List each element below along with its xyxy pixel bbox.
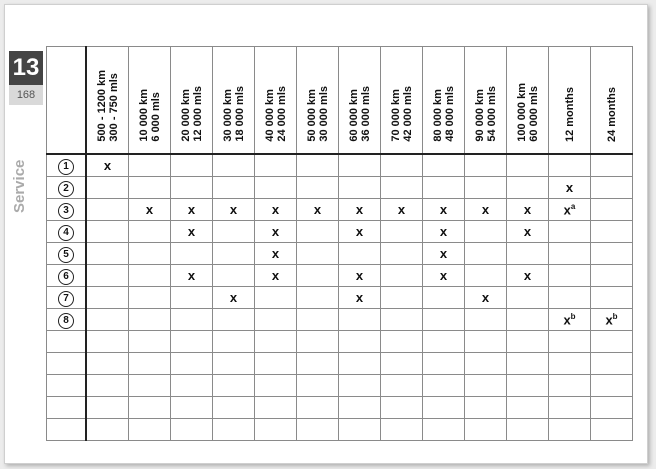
schedule-cell: [213, 397, 255, 419]
schedule-cell: [86, 199, 129, 221]
schedule-cell: [339, 397, 381, 419]
column-mls-label: 300 - 750 mls: [107, 73, 120, 142]
column-mls-label: 30 000 mls: [317, 86, 330, 142]
row-id-cell: [47, 287, 87, 309]
schedule-cell: [213, 419, 255, 441]
schedule-cell: [213, 177, 255, 199]
check-mark: x: [439, 202, 448, 217]
schedule-cell: [297, 287, 339, 309]
schedule-cell: [591, 353, 633, 375]
check-mark: x: [229, 290, 238, 305]
schedule-cell: [339, 154, 381, 177]
schedule-cell: [297, 243, 339, 265]
schedule-cell: [171, 375, 213, 397]
schedule-cell: [549, 375, 591, 397]
schedule-cell: [297, 331, 339, 353]
schedule-cell: [381, 243, 423, 265]
schedule-cell: [171, 331, 213, 353]
schedule-cell: [465, 331, 507, 353]
schedule-cell: [213, 287, 255, 309]
schedule-cell: [129, 375, 171, 397]
schedule-cell: [255, 309, 297, 331]
table-header-row: [47, 47, 633, 155]
row-id-cell: [47, 154, 87, 177]
schedule-cell: [129, 397, 171, 419]
column-header: [129, 47, 171, 155]
table-row: [47, 353, 633, 375]
schedule-cell: [549, 287, 591, 309]
schedule-cell: [339, 265, 381, 287]
schedule-cell: [381, 309, 423, 331]
schedule-cell: [171, 353, 213, 375]
check-mark: x: [355, 224, 364, 239]
schedule-cell: [297, 419, 339, 441]
schedule-cell: [255, 353, 297, 375]
header-corner-cell: [47, 47, 87, 155]
schedule-cell: [507, 309, 549, 331]
check-mark: x: [397, 202, 406, 217]
schedule-cell: [423, 287, 465, 309]
schedule-cell: [423, 419, 465, 441]
schedule-cell: [129, 353, 171, 375]
column-km-label: 500 - 1200 km: [95, 70, 108, 142]
schedule-cell: [591, 243, 633, 265]
row-id-cell: [47, 331, 87, 353]
row-number-circle: 8: [58, 313, 74, 329]
check-mark: x: [439, 268, 448, 283]
check-mark: x: [439, 246, 448, 261]
schedule-cell: [255, 154, 297, 177]
check-mark: x: [563, 202, 571, 218]
column-mls-label: 6 000 mls: [149, 92, 162, 142]
check-mark: x: [271, 268, 280, 283]
column-header-label: [564, 87, 576, 148]
schedule-cell: [465, 243, 507, 265]
table-row: [47, 419, 633, 441]
schedule-cell: [86, 243, 129, 265]
schedule-cell: [507, 353, 549, 375]
column-header: [381, 47, 423, 155]
schedule-cell: [507, 331, 549, 353]
schedule-cell: [297, 199, 339, 221]
column-km-label: 20 000 km: [179, 89, 192, 142]
footnote-marker: a: [570, 201, 576, 211]
table-row: [47, 243, 633, 265]
schedule-cell: [381, 154, 423, 177]
footnote-marker: b: [612, 311, 618, 321]
schedule-cell: [591, 287, 633, 309]
schedule-cell: [591, 199, 633, 221]
schedule-cell: [255, 265, 297, 287]
schedule-cell: [591, 154, 633, 177]
schedule-cell: [507, 199, 549, 221]
column-km-label: 10 000 km: [137, 89, 150, 142]
schedule-cell: [465, 375, 507, 397]
row-number-circle: 2: [58, 181, 74, 197]
schedule-cell: [591, 375, 633, 397]
schedule-cell: [255, 221, 297, 243]
check-mark: x: [565, 180, 574, 195]
schedule-cell: [423, 243, 465, 265]
schedule-cell: [129, 331, 171, 353]
schedule-cell: [86, 177, 129, 199]
schedule-cell: [339, 287, 381, 309]
check-mark: x: [187, 202, 196, 217]
column-km-label: 40 000 km: [263, 89, 276, 142]
schedule-cell: [171, 287, 213, 309]
schedule-cell: [381, 331, 423, 353]
schedule-cell: [465, 199, 507, 221]
section-title: Service: [11, 159, 28, 213]
row-id-cell: [47, 199, 87, 221]
schedule-cell: [86, 419, 129, 441]
schedule-cell: [339, 331, 381, 353]
column-mls-label: 54 000 mls: [485, 86, 498, 142]
schedule-cell: [339, 199, 381, 221]
column-mls-label: 36 000 mls: [359, 86, 372, 142]
row-number-circle: 3: [58, 203, 74, 219]
schedule-cell: [255, 243, 297, 265]
schedule-cell: [297, 221, 339, 243]
column-header-label: [222, 86, 246, 148]
row-number-circle: 1: [58, 159, 74, 175]
table-row: [47, 375, 633, 397]
schedule-cell: [423, 353, 465, 375]
schedule-cell: [129, 419, 171, 441]
schedule-cell: [255, 177, 297, 199]
schedule-cell: [549, 309, 591, 331]
row-number-circle: 5: [58, 247, 74, 263]
check-mark: x: [439, 224, 448, 239]
schedule-cell: [423, 177, 465, 199]
schedule-cell: [129, 309, 171, 331]
schedule-cell: [213, 221, 255, 243]
schedule-cell: [86, 375, 129, 397]
check-mark: x: [271, 224, 280, 239]
table-row: [47, 397, 633, 419]
row-id-cell: [47, 309, 87, 331]
row-id-cell: [47, 221, 87, 243]
schedule-cell: [171, 243, 213, 265]
schedule-cell: [171, 265, 213, 287]
schedule-cell: [549, 243, 591, 265]
schedule-cell: [381, 265, 423, 287]
schedule-cell: [255, 397, 297, 419]
schedule-cell: [381, 375, 423, 397]
check-mark: x: [481, 202, 490, 217]
column-km-label: 60 000 km: [347, 89, 360, 142]
schedule-cell: [255, 375, 297, 397]
schedule-cell: [213, 243, 255, 265]
schedule-cell: [297, 265, 339, 287]
schedule-cell: [86, 265, 129, 287]
column-header-label: [606, 87, 618, 148]
schedule-cell: [171, 221, 213, 243]
check-mark: x: [523, 202, 532, 217]
table-row: [47, 287, 633, 309]
column-mls-label: 12 000 mls: [191, 86, 204, 142]
schedule-cell: [129, 243, 171, 265]
footnote-marker: b: [570, 311, 576, 321]
chapter-number: 13: [9, 51, 43, 85]
column-header-label: [348, 86, 372, 148]
schedule-cell: [255, 331, 297, 353]
schedule-cell: [129, 177, 171, 199]
column-mls-label: 48 000 mls: [443, 86, 456, 142]
schedule-cell: [86, 221, 129, 243]
column-km-label: 80 000 km: [431, 89, 444, 142]
column-header-label: [432, 86, 456, 148]
column-km-label: 90 000 km: [473, 89, 486, 142]
check-mark: x: [563, 312, 571, 328]
row-id-cell: [47, 397, 87, 419]
schedule-cell: [549, 265, 591, 287]
schedule-cell: [255, 287, 297, 309]
schedule-cell: [591, 265, 633, 287]
column-header: [465, 47, 507, 155]
column-header: [171, 47, 213, 155]
schedule-cell: [549, 177, 591, 199]
schedule-cell: [381, 397, 423, 419]
schedule-cell: [86, 397, 129, 419]
schedule-cell: [297, 154, 339, 177]
schedule-cell: [465, 221, 507, 243]
column-header: [423, 47, 465, 155]
schedule-cell: [213, 309, 255, 331]
row-id-cell: [47, 265, 87, 287]
schedule-cell: [465, 419, 507, 441]
check-mark: x: [355, 268, 364, 283]
column-header: [549, 47, 591, 155]
column-header: [507, 47, 549, 155]
schedule-cell: [129, 265, 171, 287]
schedule-cell: [339, 419, 381, 441]
check-mark: x: [605, 312, 613, 328]
schedule-cell: [591, 309, 633, 331]
schedule-cell: [507, 419, 549, 441]
schedule-cell: [213, 331, 255, 353]
schedule-cell: [507, 397, 549, 419]
schedule-cell: [381, 419, 423, 441]
row-id-cell: [47, 353, 87, 375]
schedule-cell: [339, 375, 381, 397]
schedule-cell: [381, 353, 423, 375]
column-header: [86, 47, 129, 155]
row-number-circle: 7: [58, 291, 74, 307]
schedule-cell: [86, 331, 129, 353]
row-id-cell: [47, 177, 87, 199]
schedule-cell: [507, 243, 549, 265]
schedule-cell: [255, 419, 297, 441]
column-header: [339, 47, 381, 155]
column-km-label: 12 months: [563, 86, 576, 142]
schedule-cell: [423, 265, 465, 287]
column-header-label: [390, 86, 414, 148]
check-mark: x: [103, 158, 112, 173]
schedule-cell: [213, 265, 255, 287]
row-id-cell: [47, 243, 87, 265]
column-mls-label: 18 000 mls: [233, 86, 246, 142]
schedule-cell: [86, 154, 129, 177]
column-header-label: [264, 86, 288, 148]
schedule-cell: [507, 221, 549, 243]
schedule-cell: [465, 287, 507, 309]
schedule-cell: [171, 309, 213, 331]
schedule-cell: [507, 375, 549, 397]
column-mls-label: 60 000 mls: [527, 86, 540, 142]
column-km-label: 50 000 km: [305, 89, 318, 142]
check-mark: x: [355, 202, 364, 217]
check-mark: x: [187, 268, 196, 283]
schedule-cell: [339, 177, 381, 199]
check-mark: x: [187, 224, 196, 239]
schedule-cell: [591, 397, 633, 419]
schedule-cell: [171, 199, 213, 221]
schedule-cell: [423, 397, 465, 419]
schedule-cell: [86, 287, 129, 309]
schedule-cell: [423, 221, 465, 243]
schedule-cell: [129, 199, 171, 221]
schedule-cell: [465, 353, 507, 375]
schedule-cell: [549, 331, 591, 353]
schedule-cell: [591, 331, 633, 353]
row-id-cell: [47, 375, 87, 397]
table-row: [47, 331, 633, 353]
schedule-cell: [86, 309, 129, 331]
schedule-cell: [549, 221, 591, 243]
column-mls-label: 42 000 mls: [401, 86, 414, 142]
schedule-cell: [465, 154, 507, 177]
maintenance-schedule-table: [46, 46, 633, 441]
schedule-cell: [591, 221, 633, 243]
schedule-cell: [171, 419, 213, 441]
schedule-cell: [213, 353, 255, 375]
table-row: [47, 221, 633, 243]
schedule-cell: [297, 353, 339, 375]
schedule-cell: [507, 265, 549, 287]
schedule-cell: [86, 353, 129, 375]
schedule-cell: [339, 309, 381, 331]
table-row: [47, 265, 633, 287]
column-header-label: [180, 86, 204, 148]
schedule-cell: [549, 419, 591, 441]
check-mark: x: [523, 268, 532, 283]
row-id-cell: [47, 419, 87, 441]
schedule-cell: [423, 375, 465, 397]
check-mark: x: [313, 202, 322, 217]
table-row: [47, 199, 633, 221]
schedule-cell: [507, 177, 549, 199]
table-row: [47, 177, 633, 199]
column-km-label: 70 000 km: [389, 89, 402, 142]
column-header-label: [474, 86, 498, 148]
column-header: [591, 47, 633, 155]
column-mls-label: 24 000 mls: [275, 86, 288, 142]
schedule-cell: [591, 419, 633, 441]
check-mark: x: [271, 202, 280, 217]
check-mark: x: [229, 202, 238, 217]
schedule-cell: [129, 154, 171, 177]
column-km-label: 30 000 km: [221, 89, 234, 142]
row-number-circle: 6: [58, 269, 74, 285]
check-mark: x: [145, 202, 154, 217]
schedule-cell: [129, 287, 171, 309]
table-row: [47, 309, 633, 331]
check-mark: x: [271, 246, 280, 261]
column-header-label: [516, 83, 540, 148]
schedule-cell: [423, 154, 465, 177]
schedule-cell: [381, 287, 423, 309]
schedule-cell: [297, 309, 339, 331]
schedule-cell: [465, 265, 507, 287]
schedule-cell: [549, 353, 591, 375]
schedule-cell: [213, 154, 255, 177]
schedule-cell: [423, 309, 465, 331]
column-header-label: [96, 70, 120, 148]
schedule-cell: [297, 177, 339, 199]
schedule-cell: [339, 221, 381, 243]
schedule-cell: [381, 199, 423, 221]
row-number-circle: 4: [58, 225, 74, 241]
schedule-cell: [171, 397, 213, 419]
column-header-label: [306, 86, 330, 148]
column-km-label: 100 000 km: [515, 83, 528, 142]
schedule-cell: [423, 199, 465, 221]
column-header: [297, 47, 339, 155]
schedule-cell: [591, 177, 633, 199]
schedule-cell: [465, 177, 507, 199]
schedule-cell: [213, 375, 255, 397]
schedule-cell: [255, 199, 297, 221]
schedule-cell: [339, 243, 381, 265]
column-header: [255, 47, 297, 155]
schedule-cell: [549, 154, 591, 177]
schedule-cell: [507, 287, 549, 309]
check-mark: x: [481, 290, 490, 305]
schedule-cell: [465, 309, 507, 331]
schedule-cell: [339, 353, 381, 375]
schedule-cell: [171, 177, 213, 199]
schedule-cell: [297, 375, 339, 397]
schedule-cell: [171, 154, 213, 177]
column-header: [213, 47, 255, 155]
schedule-cell: [381, 177, 423, 199]
schedule-cell: [507, 154, 549, 177]
column-km-label: 24 months: [605, 86, 618, 142]
check-mark: x: [355, 290, 364, 305]
schedule-cell: [381, 221, 423, 243]
table-row: [47, 154, 633, 177]
check-mark: x: [523, 224, 532, 239]
schedule-cell: [549, 397, 591, 419]
schedule-cell: [465, 397, 507, 419]
column-header-label: [138, 89, 162, 148]
schedule-cell: [423, 331, 465, 353]
schedule-cell: [297, 397, 339, 419]
page-number: 168: [9, 85, 43, 105]
schedule-cell: [129, 221, 171, 243]
schedule-cell: [549, 199, 591, 221]
schedule-cell: [213, 199, 255, 221]
